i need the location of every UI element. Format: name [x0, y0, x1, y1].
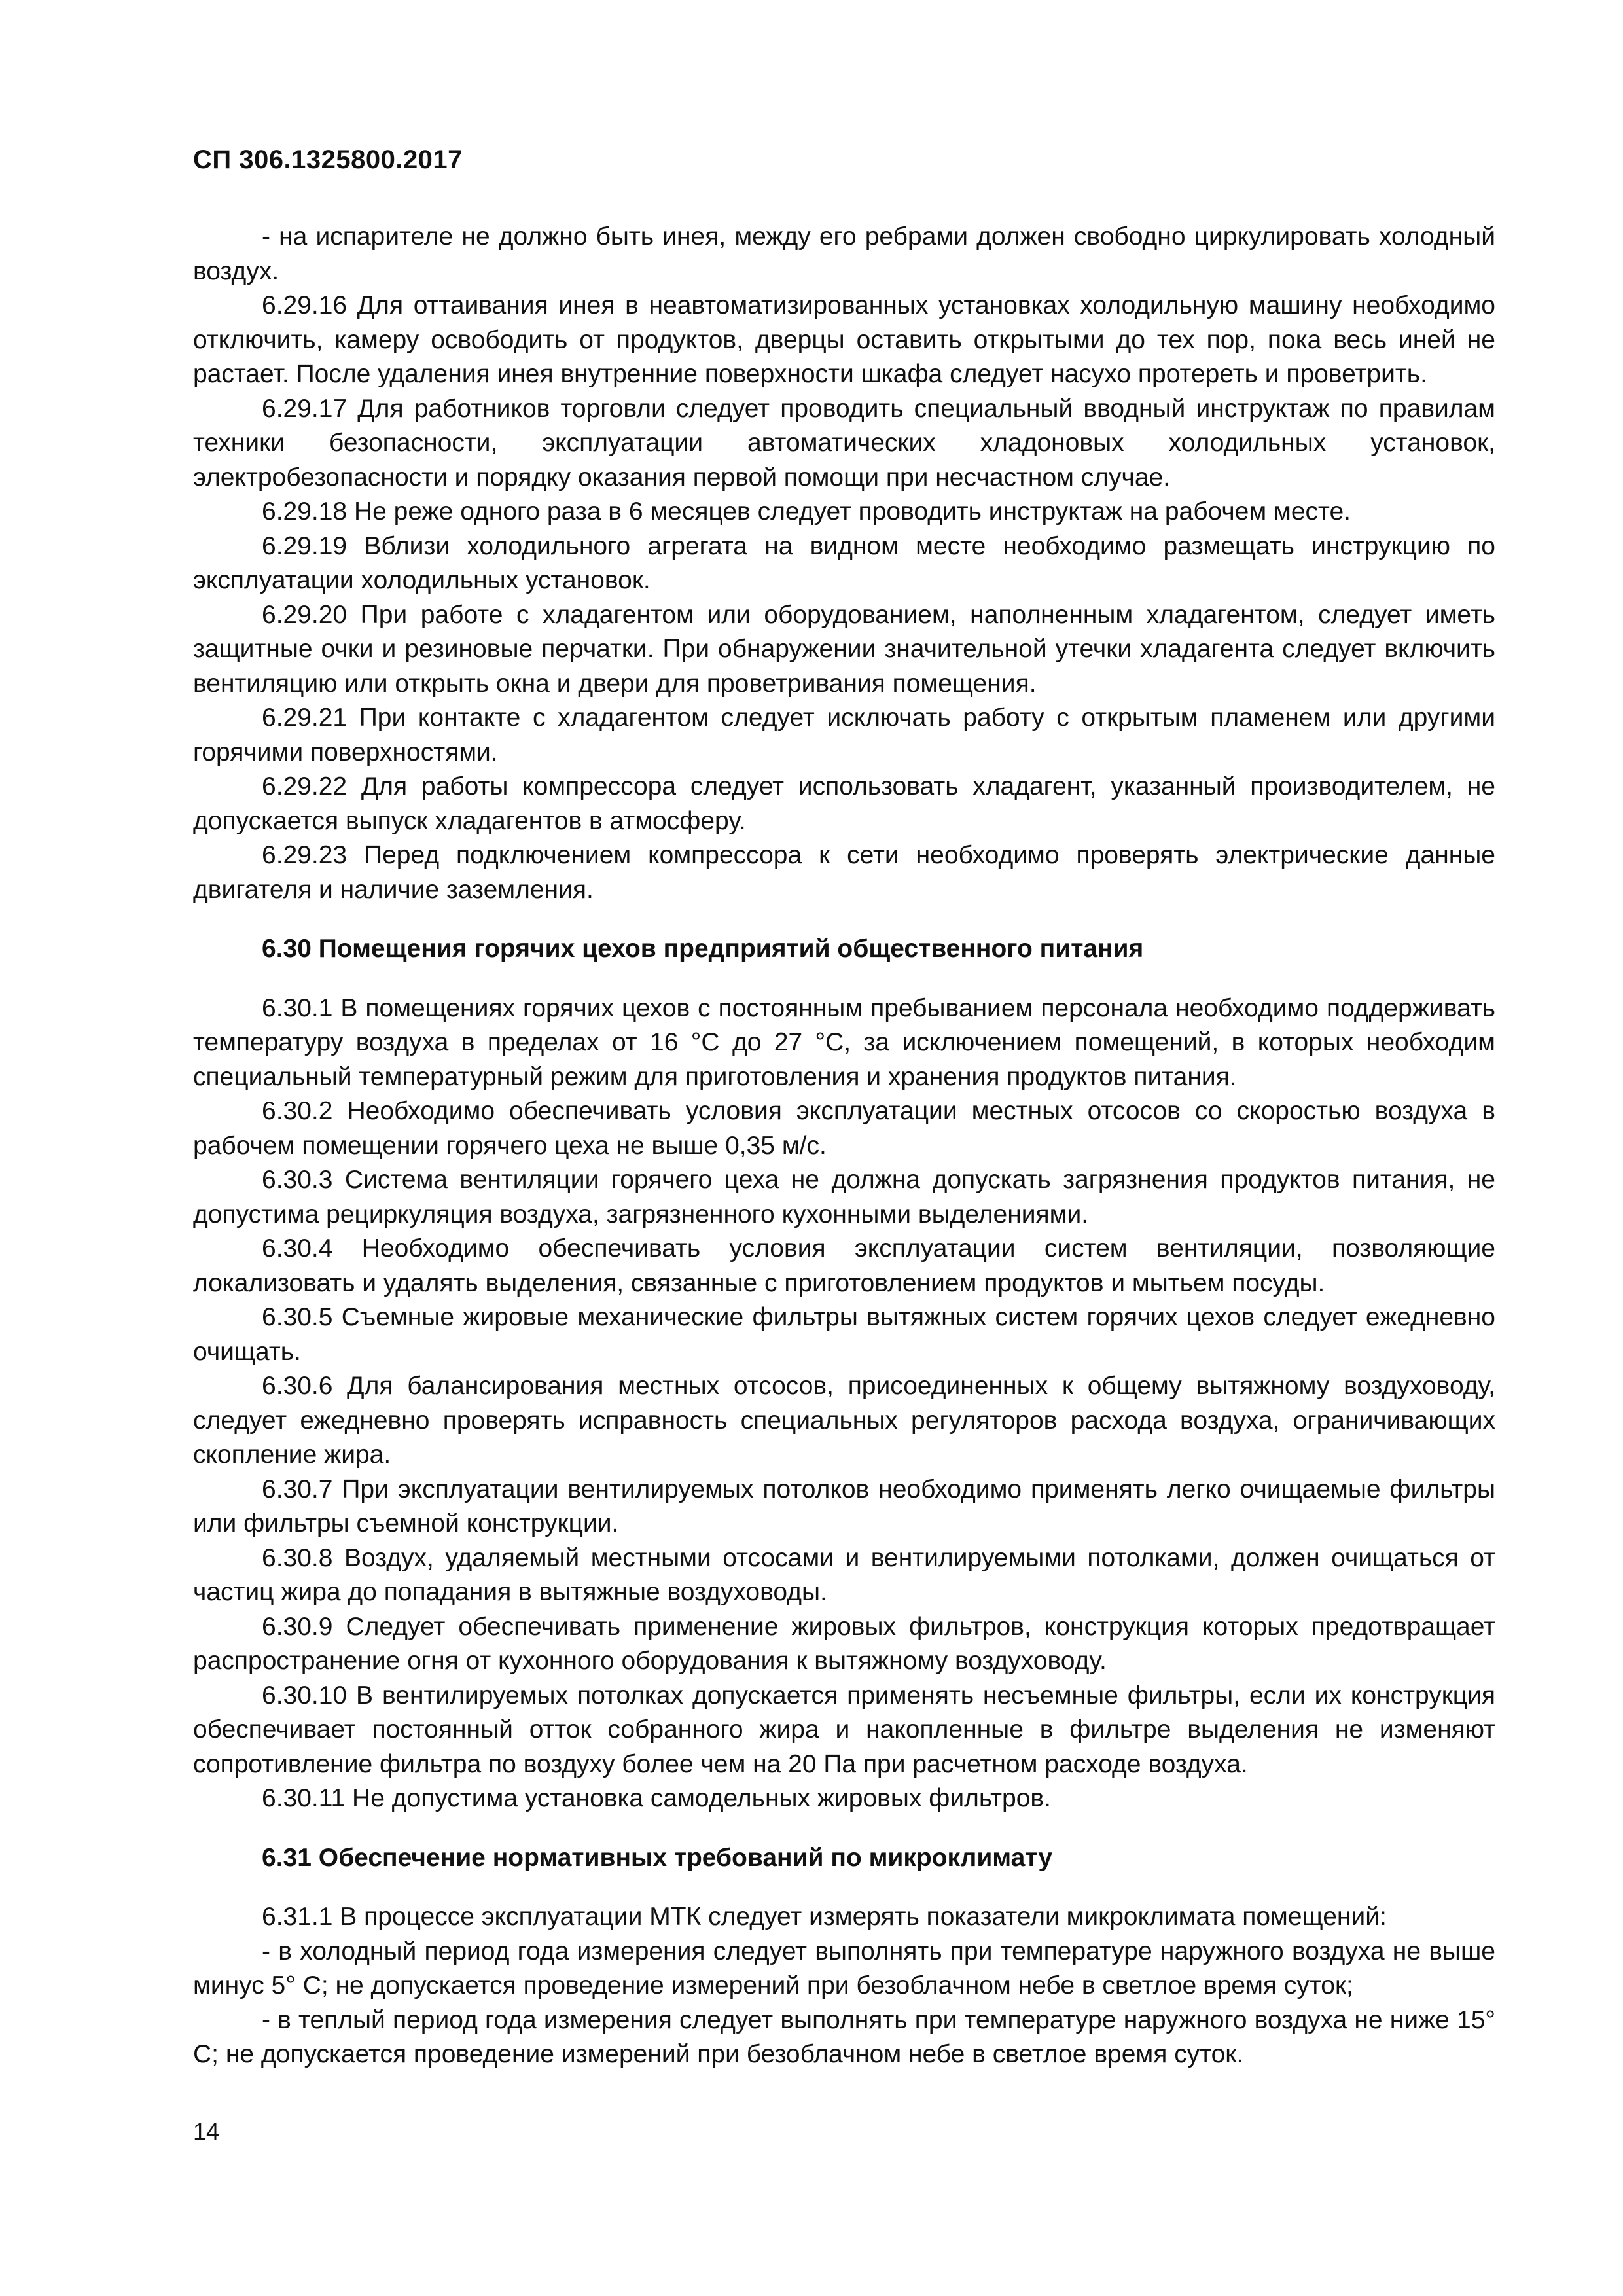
document-body: [193, 220, 1495, 2072]
paragraph-6-30-9: 6.30.9 Следует обеспечивать применение жировых фильтров, конструкция которых предотвращает распространение огня от кухонного оборудования к вытяжному воздуховоду.: [193, 1612, 1495, 1675]
paragraph-6-30-10: 6.30.10 В вентилируемых потолках допускается применять несъемные фильтры, если их конструкция обеспечивает постоянный отток собранного жира и накопленные в фильтре выделения не изменяют сопротивление фильтра по воздуху более чем на 20 Па при расчетном расходе воздуха.: [193, 1681, 1495, 1778]
paragraph-6-29-18: 6.29.18 Не реже одного раза в 6 месяцев следует проводить инструктаж на рабочем месте.: [262, 497, 1351, 526]
paragraph-6-30-2: 6.30.2 Необходимо обеспечивать условия эксплуатации местных отсосов со скоростью воздуха в рабочем помещении горячего цеха не выше 0,35 м/с.: [193, 1097, 1495, 1160]
paragraph-6-30-3: 6.30.3 Система вентиляции горячего цеха не должна допускать загрязнения продуктов питания, не допустима рециркуляция воздуха, загрязненного кухонными выделениями.: [193, 1166, 1495, 1229]
document-page: [193, 144, 1495, 2072]
page-number: 14: [193, 2118, 220, 2145]
paragraph-6-29-23: 6.29.23 Перед подключением компрессора к сети необходимо проверять электрические данные двигателя и наличие заземления.: [193, 841, 1495, 904]
paragraph-6-30-6: 6.30.6 Для балансирования местных отсосов, присоединенных к общему вытяжному воздуховоду, следует ежедневно проверять исправность специальных регуляторов расхода воздуха, ограничивающих скопление жира.: [193, 1372, 1495, 1469]
paragraph-6-30-4: 6.30.4 Необходимо обеспечивать условия эксплуатации систем вентиляции, позволяющие локализовать и удалять выделения, связанные с приготовлением продуктов и мытьем посуды.: [193, 1234, 1495, 1297]
paragraph-evaporator-frost: - на испарителе не должно быть инея, между его ребрами должен свободно циркулировать холодный воздух.: [193, 223, 1495, 285]
paragraph-6-30-5: 6.30.5 Съемные жировые механические фильтры вытяжных систем горячих цехов следует ежедневно очищать.: [193, 1303, 1495, 1366]
paragraph-6-29-21: 6.29.21 При контакте с хладагентом следует исключать работу с открытым пламенем или другими горячими поверхностями.: [193, 704, 1495, 766]
paragraph-6-29-17: 6.29.17 Для работников торговли следует проводить специальный вводный инструктаж по правилам техники безопасности, эксплуатации автоматических хладоновых холодильных установок, электробезопасности и порядку оказания первой помощи при несчастном случае.: [193, 394, 1495, 492]
list-item-warm-period: - в теплый период года измерения следует выполнять при температуре наружного воздуха не ниже 15° С; не допускается проведение измерений при безоблачном небе в светлое время суток.: [193, 2005, 1495, 2068]
list-item-cold-period: - в холодный период года измерения следует выполнять при температуре наружного воздуха не выше минус 5° С; не допускается проведение измерений при безоблачном небе в светлое время суток;: [193, 1937, 1495, 2000]
paragraph-6-30-11: 6.30.11 Не допустима установка самодельных жировых фильтров.: [262, 1784, 1051, 1812]
section-heading-6-31: 6.31 Обеспечение нормативных требований по микроклимату: [262, 1843, 1053, 1872]
paragraph-6-30-1: 6.30.1 В помещениях горячих цехов с постоянным пребыванием персонала необходимо поддерживать температуру воздуха в пределах от 16 °С до 27 °С, за исключением помещений, в которых необходим специальный температурный режим для приготовления и хранения продуктов питания.: [193, 994, 1495, 1091]
section-heading-6-30: 6.30 Помещения горячих цехов предприятий общественного питания: [262, 935, 1144, 963]
paragraph-6-30-8: 6.30.8 Воздух, удаляемый местными отсосами и вентилируемыми потолками, должен очищаться от частиц жира до попадания в вытяжные воздуховоды.: [193, 1543, 1495, 1606]
paragraph-6-29-22: 6.29.22 Для работы компрессора следует использовать хладагент, указанный производителем, не допускается выпуск хладагентов в атмосферу.: [193, 772, 1495, 835]
paragraph-6-29-16: 6.29.16 Для оттаивания инея в неавтоматизированных установках холодильную машину необходимо отключить, камеру освободить от продуктов, дверцы оставить открытыми до тех пор, пока весь иней не растает. После удаления инея внутренние поверхности шкафа следует насухо протереть и проветрить.: [193, 291, 1495, 388]
paragraph-6-31-1: 6.31.1 В процессе эксплуатации МТК следует измерять показатели микроклимата помещений:: [262, 1903, 1387, 1931]
paragraph-6-29-20: 6.29.20 При работе с хладагентом или оборудованием, наполненным хладагентом, следует иметь защитные очки и резиновые перчатки. При обнаружении значительной утечки хладагента следует включить вентиляцию или открыть окна и двери для проветривания помещения.: [193, 600, 1495, 698]
paragraph-6-30-7: 6.30.7 При эксплуатации вентилируемых потолков необходимо применять легко очищаемые фильтры или фильтры съемной конструкции.: [193, 1475, 1495, 1537]
document-code-header: СП 306.1325800.2017: [193, 145, 463, 174]
paragraph-6-29-19: 6.29.19 Вблизи холодильного агрегата на видном месте необходимо размещать инструкцию по эксплуатации холодильных установок.: [193, 531, 1495, 594]
